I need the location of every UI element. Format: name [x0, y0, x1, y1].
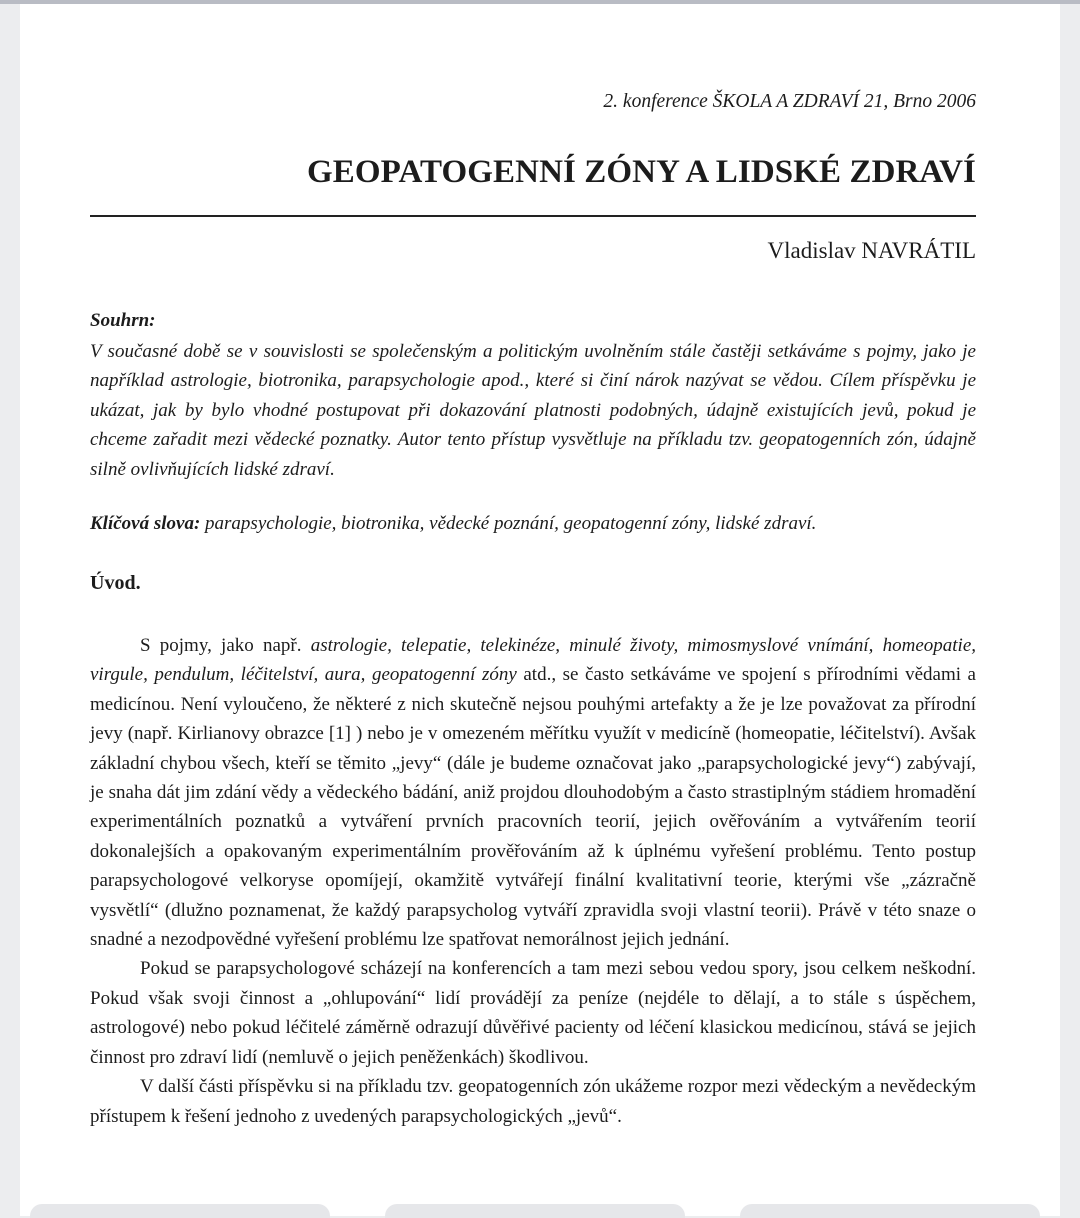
intro-heading: Úvod.	[90, 572, 141, 594]
keywords	[90, 513, 976, 535]
document-page	[20, 4, 1060, 1216]
p1-rest: atd., se často setkáváme ve spojení s přírodními vědami a medicínou. Není vyloučeno, že některé z nich skutečně nejsou pouhými artefakty a že je lze považovat za přírodní jevy (např. Kirlianovy obrazce [1] ) nebo je v omezeném měřítku využít v medicíně (homeopatie, léčitelství). Avšak základní chybou všech, kteří se těmito „jevy“ (dále je budeme označovat jako „parapsychologické jevy“) zabývají, je snaha dát jim zdání vědy a vědeckého bádání, aniž projdou dlouhodobým a často strastiplným stádiem hromadění experimentálních poznatků a vytváření prvních pracovních teorií, jejich ověřováním a vytvářením teorií dokonalejších a opakovaným experimentálním prověřováním až k úplnému vyřešení problému. Tento postup parapsychologové velkoryse opomíjejí, okamžitě vytvářejí finální kvalitativní teorie, kterými vše „zázračně vysvětlí“ (dlužno poznamenat, že každý parapsycholog vytváří zpravidla svoji vlastní teorii). Právě v této snaze o snadné a nezodpovědné vyřešení problému lze spatřovat nemorálnost jejich jednání.	[90, 664, 976, 951]
title-divider	[90, 215, 976, 217]
abstract-text: V současné době se v souvislosti se společenským a politickým uvolněním stále častěji setkáváme s pojmy, jako je například astrologie, biotronika, parapsychologie apod., které si činí nárok nazývat se vědou. Cílem příspěvku je ukázat, jak by bylo vhodné postupovat při dokazování platnosti podobných, údajně existujících jevů, pokud je chceme zařadit mezi vědecké poznatky. Autor tento přístup vysvětluje na příkladu tzv. geopatogenních zón, údajně silně ovlivňujících lidské zdraví.	[90, 341, 976, 480]
paper-title: GEOPATOGENNÍ ZÓNY A LIDSKÉ ZDRAVÍ	[307, 154, 976, 190]
author-name: Vladislav NAVRÁTIL	[767, 238, 976, 263]
abstract-label: Souhrn:	[90, 310, 156, 331]
keywords-label: Klíčová slova:	[90, 513, 201, 534]
p1-start: S pojmy, jako např.	[140, 635, 311, 656]
bottom-edge	[0, 1204, 1080, 1216]
intro-body	[90, 631, 976, 1131]
keywords-text: parapsychologie, biotronika, vědecké poznání, geopatogenní zóny, lidské zdraví.	[200, 513, 817, 534]
intro-paragraph-2: Pokud se parapsychologové scházejí na konferencích a tam mezi sebou vedou spory, jsou celkem neškodní. Pokud však svoji činnost a „ohlupování“ lidí provádějí za peníze (nejdéle to dělají, a to stále s úspěchem, astrologové) nebo pokud léčitelé záměrně odrazují důvěřivé pacienty od léčení klasickou medicínou, stává se jejich činnost pro zdraví lidí (nemluvě o jejich peněženkách) škodlivou.	[90, 958, 976, 1068]
intro-paragraph-3: V další části příspěvku si na příkladu tzv. geopatogenních zón ukážeme rozpor mezi vědeckým a nevědeckým přístupem k řešení jednoho z uvedených parapsychologických „jevů“.	[90, 1076, 976, 1127]
p1-terms: astrologie, telepatie, telekinéze, minulé životy, mimosmyslové vnímání, homeopatie, virgule, pendulum, léčitelství, aura, geopatogenní zóny	[90, 635, 977, 686]
intro-paragraph-1	[90, 631, 976, 954]
conference-header: 2. konference ŠKOLA A ZDRAVÍ 21, Brno 2006	[603, 91, 976, 112]
